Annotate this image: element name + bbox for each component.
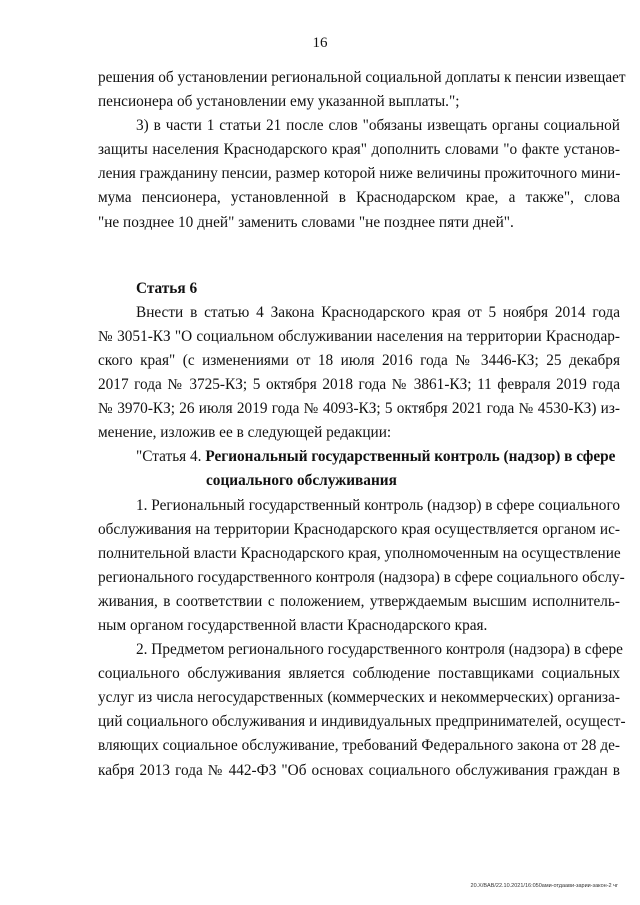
text-line: обслуживания на территории Краснодарского края осуществляется органом ис- xyxy=(98,520,620,538)
text-line: услуг из числа негосударственных (коммерческих и некоммерческих) организа- xyxy=(98,689,620,707)
text-line: 1. Региональный государственный контроль (надзор) в сфере социального xyxy=(136,496,620,514)
paragraph-clause-2 xyxy=(98,638,626,783)
text-line: ления гражданину пенсии, размер которой ниже величины прожиточного мини- xyxy=(98,165,621,183)
text-line: № 3970-КЗ; 26 июля 2019 года № 4093-КЗ; 5 октября 2021 года № 4530-КЗ) из- xyxy=(98,400,620,418)
text-line: живания, в соответствии с положением, утверждаемым высшим исполнитель- xyxy=(98,592,620,610)
text-line: регионального государственного контроля (надзора) в сфере социального обслу- xyxy=(98,568,625,586)
text-line: ным органом государственной власти Краснодарского края. xyxy=(98,616,488,634)
text-line: № 3051-КЗ "О социальном обслуживании населения на территории Краснодар- xyxy=(98,327,620,345)
statya-4-title-line-1: Региональный государственный контроль (надзор) в сфере xyxy=(205,448,616,466)
paragraph-article-6 xyxy=(98,301,620,446)
page-number: 16 xyxy=(312,35,328,51)
text-line: 2. Предметом регионального государственного контроля (надзора) в сфере xyxy=(136,641,623,659)
text-line: ций социального обслуживания и индивидуальных предпринимателей, осущест- xyxy=(98,713,626,731)
text-line: "не позднее 10 дней" заменить словами "не позднее пяти дней". xyxy=(98,213,514,231)
document-body xyxy=(98,66,626,783)
text-line: полнительной власти Краснодарского края, уполномоченным на осуществление xyxy=(98,544,621,562)
text-line: 3) в части 1 статьи 21 после слов "обязаны извещать органы социальной xyxy=(136,117,620,135)
paragraph-continuation xyxy=(98,66,626,114)
text-line: 2017 года № 3725-КЗ; 5 октября 2018 года № 3861-КЗ; 11 февраля 2019 года xyxy=(98,376,620,394)
statya-4-title xyxy=(98,445,620,469)
text-line: кабря 2013 года № 442-ФЗ "Об основах социального обслуживания граждан в xyxy=(98,761,620,779)
paragraph-item-3 xyxy=(98,114,620,234)
statya-4-label: "Статья 4. xyxy=(136,448,202,466)
text-line: Внести в статью 4 Закона Краснодарского края от 5 ноября 2014 года xyxy=(136,303,620,321)
text-line: пенсионера об установлении ему указанной выплаты."; xyxy=(98,93,460,111)
text-line: мума пенсионера, установленной в Краснодарском крае, а также", слова xyxy=(98,189,620,207)
text-line: менение, изложив ее в следующей редакции: xyxy=(98,424,392,442)
text-line: защиты населения Краснодарского края" дополнить словами "о факте установ- xyxy=(98,141,620,159)
text-line: вляющих социальное обслуживание, требований Федерального закона от 28 де- xyxy=(98,737,620,755)
paragraph-clause-1 xyxy=(98,494,625,639)
article-heading: Статья 6 xyxy=(136,279,198,297)
text-line: социального обслуживания является соблюдение поставщиками социальных xyxy=(98,665,620,683)
text-line: решения об установлении региональной социальной доплаты к пенсии извещает xyxy=(98,69,626,86)
footer-filename: 20.X/BAB/22.10.2021/16:050ами-отдаави-зарии-закон-2 чг xyxy=(470,883,618,889)
statya-4-title-line-2: социального обслуживания xyxy=(206,472,397,490)
text-line: ского края" (с изменениями от 18 июля 2016 года № 3446-КЗ; 25 декабря xyxy=(98,351,620,369)
spacer xyxy=(98,235,620,277)
